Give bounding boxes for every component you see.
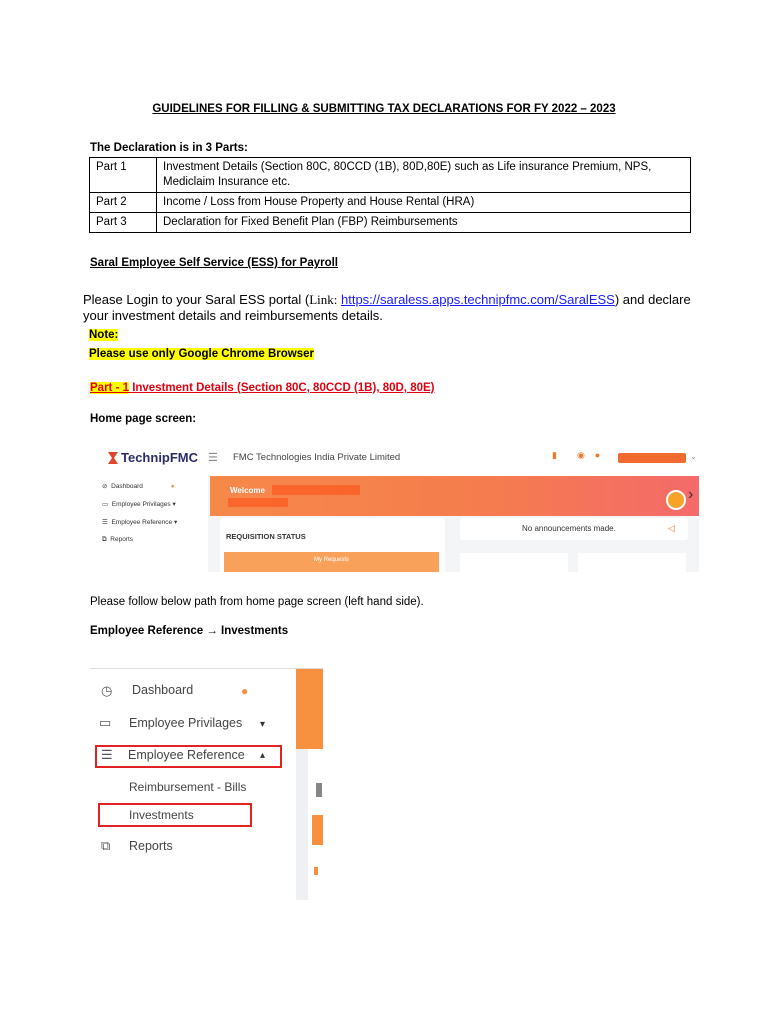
requisition-heading: REQUISITION STATUS xyxy=(226,532,306,541)
document-title: GUIDELINES FOR FILLING & SUBMITTING TAX DECLARATIONS FOR FY 2022 – 2023 xyxy=(152,103,616,115)
browser-note: Please use only Google Chrome Browser xyxy=(89,348,314,360)
chevron-up-icon: ▴ xyxy=(260,750,266,761)
announcement-card xyxy=(460,518,688,540)
part-label: Part 2 xyxy=(90,193,157,213)
part1-rest: Investment Details (Section 80C, 80CCD (1B), 80D, 80E) xyxy=(129,382,435,394)
list-icon: ☰ xyxy=(101,747,113,762)
notification-icons[interactable]: ▮ ◉ ● xyxy=(552,450,601,460)
portal-link[interactable]: https://saraless.apps.technipfmc.com/SaralESS xyxy=(340,292,615,307)
part-description: Income / Loss from House Property and House Rental (HRA) xyxy=(157,193,691,213)
technipfmc-logo: TechnipFMC xyxy=(108,450,198,465)
hamburger-icon[interactable]: ☰ xyxy=(208,452,218,464)
content-card xyxy=(308,749,323,900)
navigation-path: Employee Reference → Investments xyxy=(90,625,289,637)
stat-card xyxy=(578,553,686,572)
redacted-username xyxy=(618,453,686,463)
book-icon: ▭ xyxy=(99,715,112,730)
follow-instructions: Please follow below path from home page screen (left hand side). xyxy=(90,596,424,608)
part1-heading xyxy=(90,382,435,394)
part-description: Declaration for Fixed Benefit Plan (FBP) Reimbursements xyxy=(157,213,691,233)
reports-icon: ⧉ xyxy=(101,838,111,853)
sidebar-item-privilages[interactable]: ▭ Employee Privilages ▾ xyxy=(102,501,176,508)
note-label: Note: xyxy=(89,329,119,341)
table-row xyxy=(90,193,691,213)
table-row xyxy=(90,213,691,233)
stat-card xyxy=(460,553,568,572)
redacted-name xyxy=(272,485,360,495)
saral-heading: Saral Employee Self Service (ESS) for Payroll xyxy=(90,257,338,269)
login-instructions xyxy=(83,292,703,324)
sidebar-item-reports[interactable]: ⧉ Reports xyxy=(102,536,134,543)
parts-intro: The Declaration is in 3 Parts: xyxy=(90,142,248,154)
quick-action-icon[interactable] xyxy=(666,490,686,510)
menu-item-privilages[interactable]: Employee Privilages xyxy=(129,716,243,730)
top-bar xyxy=(90,438,699,476)
banner-strip xyxy=(296,669,323,749)
chevron-down-icon[interactable]: ⌄ xyxy=(690,452,697,461)
part1-lead: Part - 1 xyxy=(90,382,129,394)
dashboard-icon: ◷ xyxy=(101,683,113,698)
chevron-right-icon[interactable]: › xyxy=(688,486,694,503)
welcome-text: Welcome xyxy=(230,486,265,495)
table-row xyxy=(90,158,691,193)
status-dot-icon: ● xyxy=(241,684,249,698)
home-page-screenshot xyxy=(90,438,699,572)
megaphone-icon: ◁ xyxy=(668,523,675,533)
requisition-card xyxy=(220,518,445,572)
submenu-investments[interactable]: Investments xyxy=(129,808,194,822)
menu-item-dashboard[interactable]: Dashboard xyxy=(132,683,194,697)
link-label: Link: xyxy=(309,292,338,307)
login-suffix: ) and declare your investment details and reimbursements details. xyxy=(83,292,691,323)
menu-item-reports[interactable]: Reports xyxy=(129,839,173,853)
welcome-banner xyxy=(210,476,699,516)
part-description: Investment Details (Section 80C, 80CCD (1B), 80D,80E) such as Life insurance Premium, NPS, Mediclaim Insurance etc. xyxy=(157,158,691,193)
logo-mark-icon xyxy=(108,452,118,464)
menu-screenshot xyxy=(90,668,323,900)
chevron-down-icon: ▾ xyxy=(260,719,266,730)
submenu-reimbursement[interactable]: Reimbursement - Bills xyxy=(129,780,247,794)
company-name: FMC Technologies India Private Limited xyxy=(233,452,401,463)
sidebar-item-dashboard[interactable]: ⊘ Dashboard ● xyxy=(102,483,175,490)
redacted-id xyxy=(228,498,288,507)
part-label: Part 1 xyxy=(90,158,157,193)
parts-table xyxy=(89,157,691,233)
part-label: Part 3 xyxy=(90,213,157,233)
home-screen-label: Home page screen: xyxy=(90,413,197,425)
my-requests-tab[interactable]: My Requests xyxy=(224,552,439,572)
menu-item-reference[interactable]: Employee Reference xyxy=(128,748,245,762)
sidebar-item-reference[interactable]: ☰ Employee Reference ▾ xyxy=(102,519,178,526)
announcement-text: No announcements made. xyxy=(522,524,616,533)
arrow-right-icon: → xyxy=(206,625,218,637)
login-prefix: Please Login to your Saral ESS portal ( xyxy=(83,292,310,307)
sidebar xyxy=(90,476,208,572)
